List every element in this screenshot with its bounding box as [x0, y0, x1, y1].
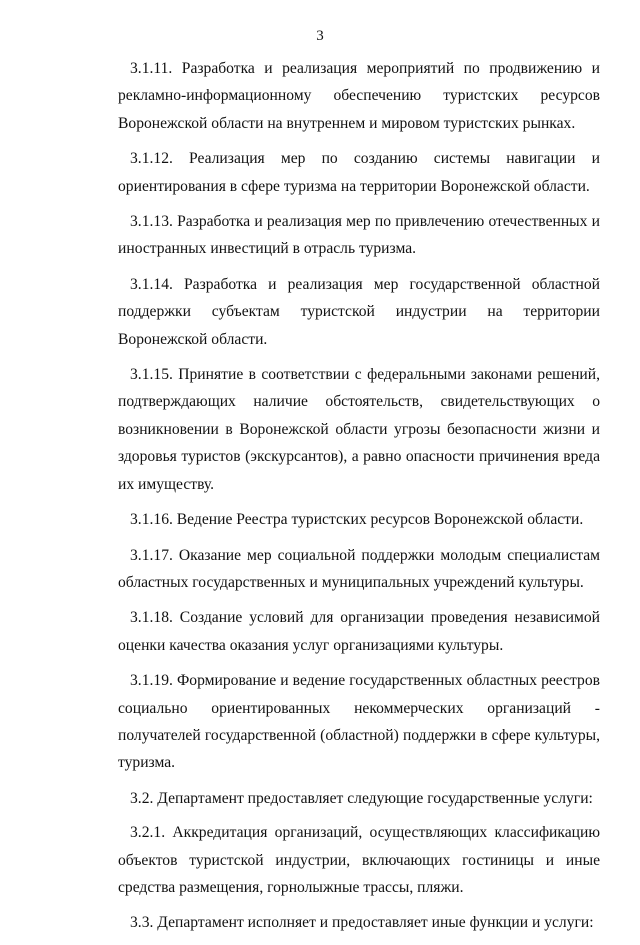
paragraph-3-1-12: 3.1.12. Реализация мер по созданию системы навигации и ориентирования в сфере туризма на территории Воронежской области. [118, 150, 600, 195]
paragraph-3-2: 3.2. Департамент предоставляет следующие государственные услуги: [130, 789, 593, 807]
paragraph-3-1-13: 3.1.13. Разработка и реализация мер по привлечению отечественных и иностранных инвестиций в отрасль туризма. [118, 213, 600, 258]
page-number: 3 [316, 28, 324, 44]
document-body [118, 55, 600, 945]
paragraph-3-1-18: 3.1.18. Создание условий для организации проведения независимой оценки качества оказания услуг организациями культуры. [118, 609, 600, 654]
paragraph-3-1-16: 3.1.16. Ведение Реестра туристских ресурсов Воронежской области. [130, 511, 584, 529]
paragraph-3-1-15: 3.1.15. Принятие в соответствии с федеральными законами решений, подтверждающих наличие обстоятельств, свидетельствующих о возникновении в Воронежской области угрозы безопасности жизни и здоровья туристов (экскурсантов), а равно опасности причинения вреда их имуществу. [118, 366, 600, 493]
paragraph-3-1-17: 3.1.17. Оказание мер социальной поддержки молодым специалистам областных государственных и муниципальных учреждений культуры. [118, 546, 600, 591]
paragraph-3-3: 3.3. Департамент исполняет и предоставляет иные функции и услуги: [130, 914, 594, 932]
paragraph-3-1-11: 3.1.11. Разработка и реализация мероприятий по продвижению и рекламно-информационному обеспечению туристских ресурсов Воронежской области на внутреннем и мировом туристских рынках. [118, 60, 600, 132]
paragraph-3-1-14: 3.1.14. Разработка и реализация мер государственной областной поддержки субъектам туристской индустрии на территории Воронежской области. [118, 275, 600, 348]
paragraph-3-1-19: 3.1.19. Формирование и ведение государственных областных реестров социально ориентированных некоммерческих организаций - получателей государственной (областной) поддержки в сфере культуры, туризма. [118, 672, 600, 772]
paragraph-3-2-1: 3.2.1. Аккредитация организаций, осуществляющих классификацию объектов туристской индустрии, включающих гостиницы и иные средства размещения, горнолыжные трассы, пляжи. [118, 824, 600, 896]
